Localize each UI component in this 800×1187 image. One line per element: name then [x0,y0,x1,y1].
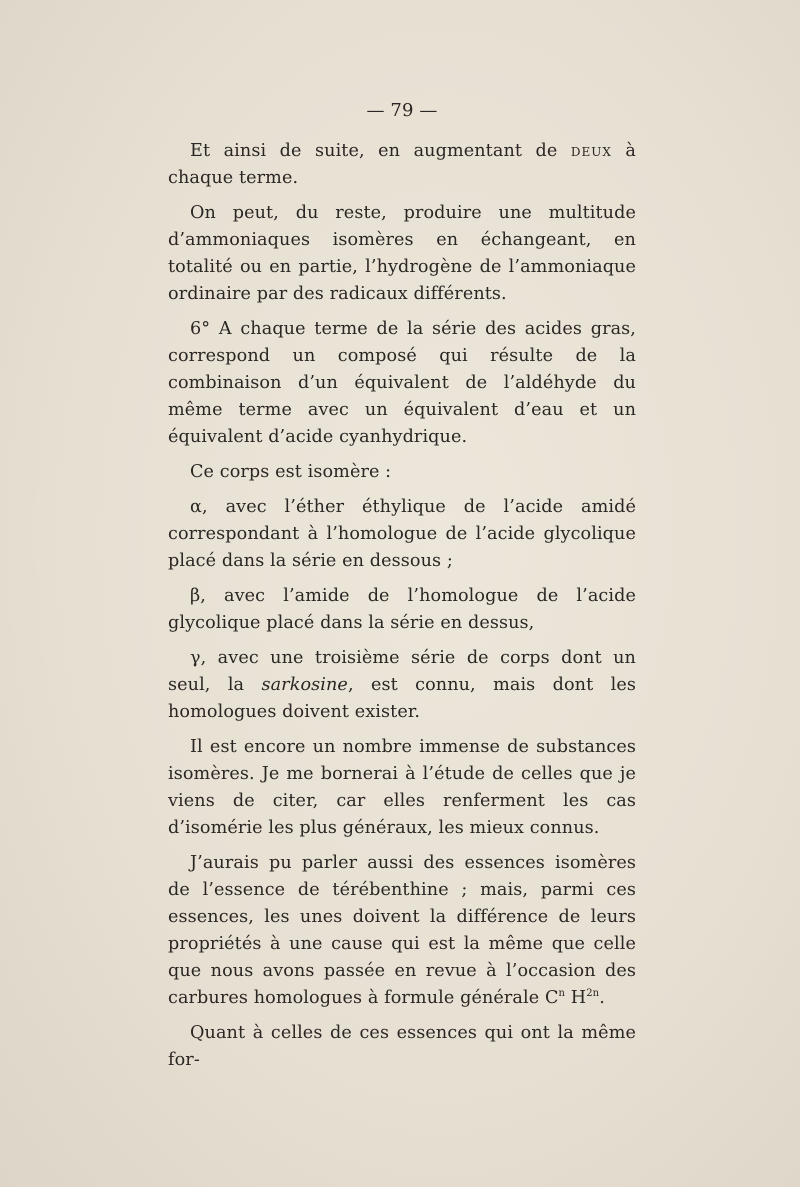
paragraph-7-text-a: γ, avec une troisième série de corps dont un seul, la [168,648,636,695]
paragraph-8: Il est encore un nombre immense de substances isomères. Je me bornerai à l’étude de celles que je viens de citer, car elles renferment les cas d’isomérie les plus généraux, les mieux connus. [168,737,636,838]
paragraph-5: α, avec l’éther éthylique de l’acide amidé correspondant à l’homologue de l’acide glycolique placé dans la série en dessous ; [168,497,636,571]
page-content [168,98,636,1082]
paragraph-10: Quant à celles de ces essences qui ont la même for- [168,1023,636,1070]
paragraph-4: Ce corps est isomère : [190,462,392,482]
paragraph-7-italic: sarkosine [261,675,348,695]
paragraph-1-text-b: à chaque terme. [168,141,636,188]
paragraph-9 [168,850,636,1012]
paragraph-2: On peut, du reste, produire une multitude d’ammoniaques isomères en échangeant, en totalité ou en partie, l’hydrogène de l’ammoniaque ordinaire par des radicaux différents. [168,203,636,304]
paragraph-6: β, avec l’amide de l’homologue de l’acide glycolique placé dans la série en dessus, [168,586,636,633]
formula-h: H [565,988,587,1008]
formula-c: C [544,988,559,1008]
paragraph-1 [168,138,636,192]
paragraph-3: 6° A chaque terme de la série des acides gras, correspond un composé qui résulte de la combinaison d’un équivalent de l’aldéhyde du même terme avec un équivalent d’eau et un équivalent d’acide cyanhydrique. [168,319,636,447]
paragraph-9-text: J’aurais pu parler aussi des essences isomères de l’essence de térébenthine ; mais, parmi ces essences, les unes doivent la différence de leurs propriétés à une cause qui est la même que celle que nous avons passée en revue à l’occasion des carbures homologues à formule générale [168,853,636,1008]
paragraph-7-text-b: , est connu, mais dont les homologues doivent exister. [168,675,636,722]
page-number: — 79 — [366,100,438,121]
paragraph-7 [168,645,636,726]
paragraph-9-end: . [599,988,605,1008]
paragraph-1-small-caps: deux [570,141,612,161]
formula-c-superscript: n [558,988,566,999]
formula-h-superscript: 2n [586,988,600,999]
paragraph-1-text-a: Et ainsi de suite, en augmentant de [190,141,571,161]
